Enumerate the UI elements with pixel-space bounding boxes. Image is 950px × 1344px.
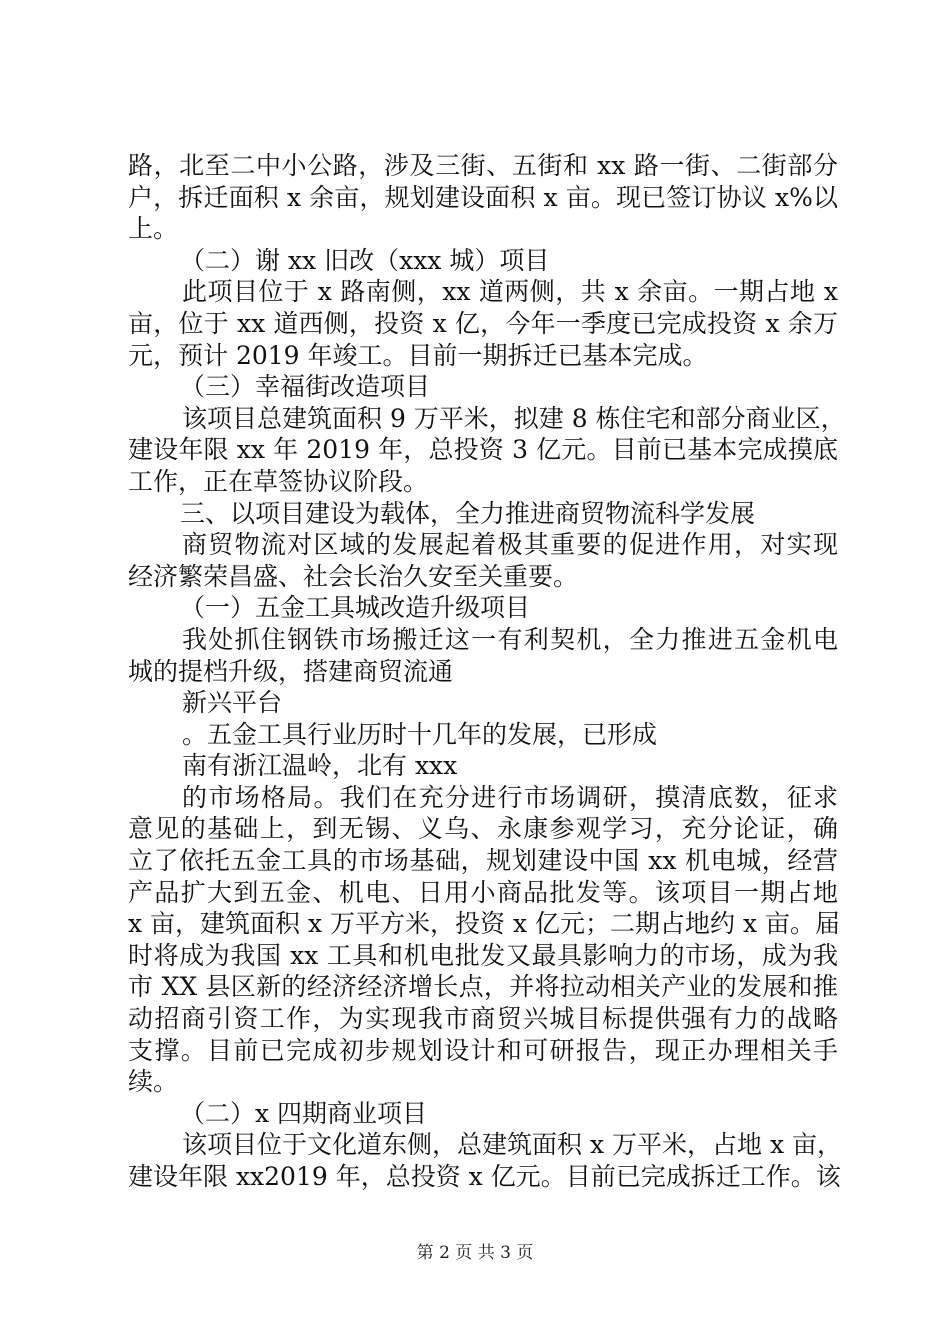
text-line: 。五金工具行业历时十几年的发展，已形成	[182, 719, 658, 749]
section-heading: （一）五金工具城改造升级项目	[180, 593, 531, 623]
text-line: 南有浙江温岭，北有 xxx	[182, 751, 458, 781]
page-number: 第 2 页 共 3 页	[416, 1243, 534, 1263]
text-line: 的市场格局。我们在充分进行市场调研，摸清底数，征求	[182, 782, 838, 812]
text-line: 支撑。目前已完成初步规划设计和可研报告，现正办理相关手	[128, 1035, 838, 1065]
section-heading: （二）谢 xx 旧改（xxx 城）项目	[180, 245, 550, 275]
text-line: 建设年限 xx2019 年，总投资 x 亿元。目前已完成拆迁工作。该	[128, 1162, 841, 1191]
section-heading: （三）幸福街改造项目	[180, 372, 431, 402]
text-line: 立了依托五金工具的市场基础，规划建设中国 xx 机电城，经营	[128, 846, 838, 876]
text-line: 意见的基础上，到无锡、义乌、永康参观学习，充分论证，确	[128, 814, 838, 844]
text-line: 经济繁荣昌盛、社会长治久安至关重要。	[128, 561, 579, 591]
text-line: x 亩，建筑面积 x 万平方米，投资 x 亿元；二期占地约 x 亩。届	[128, 909, 841, 939]
text-line: 工作，正在草签协议阶段。	[128, 466, 429, 496]
text-line: 亩，位于 xx 道西侧，投资 x 亿，今年一季度已完成投资 x 余万	[128, 308, 838, 338]
text-line: 此项目位于 x 路南侧，xx 道两侧，共 x 余亩。一期占地 x	[182, 277, 838, 307]
text-line: 户，拆迁面积 x 余亩，规划建设面积 x 亩。现已签订协议 x%以	[128, 182, 838, 212]
section-heading: 三、以项目建设为载体，全力推进商贸物流科学发展	[180, 498, 756, 528]
text-line: 新兴平台	[182, 688, 283, 718]
text-line: 建设年限 xx 年 2019 年，总投资 3 亿元。目前已基本完成摸底	[128, 435, 838, 465]
text-line: 市 XX 县区新的经济经济增长点，并将拉动相关产业的发展和推	[128, 972, 838, 1002]
document-body	[128, 150, 846, 1193]
text-line: 产品扩大到五金、机电、日用小商品批发等。该项目一期占地	[128, 877, 838, 907]
text-line: 动招商引资工作，为实现我市商贸兴城目标提供强有力的战略	[128, 1004, 838, 1034]
text-line: 上。	[128, 214, 179, 244]
text-line: 时将成为我国 xx 工具和机电批发又最具影响力的市场，成为我	[128, 940, 838, 970]
text-line: 该项目位于文化道东侧，总建筑面积 x 万平米，占地 x 亩，	[182, 1130, 842, 1160]
section-heading: （二）x 四期商业项目	[180, 1098, 428, 1128]
text-line: 路，北至二中小公路，涉及三街、五街和 xx 路一街、二街部分	[128, 151, 838, 180]
text-line: 该项目总建筑面积 9 万平米，拟建 8 栋住宅和部分商业区，	[182, 403, 846, 433]
text-line: 元，预计 2019 年竣工。目前一期拆迁已基本完成。	[128, 340, 708, 370]
text-line: 商贸物流对区域的发展起着极其重要的促进作用，对实现	[182, 530, 838, 560]
text-line: 续。	[128, 1067, 179, 1097]
text-line: 我处抓住钢铁市场搬迁这一有利契机，全力推进五金机电	[182, 624, 838, 654]
text-line: 城的提档升级，搭建商贸流通	[128, 656, 454, 686]
